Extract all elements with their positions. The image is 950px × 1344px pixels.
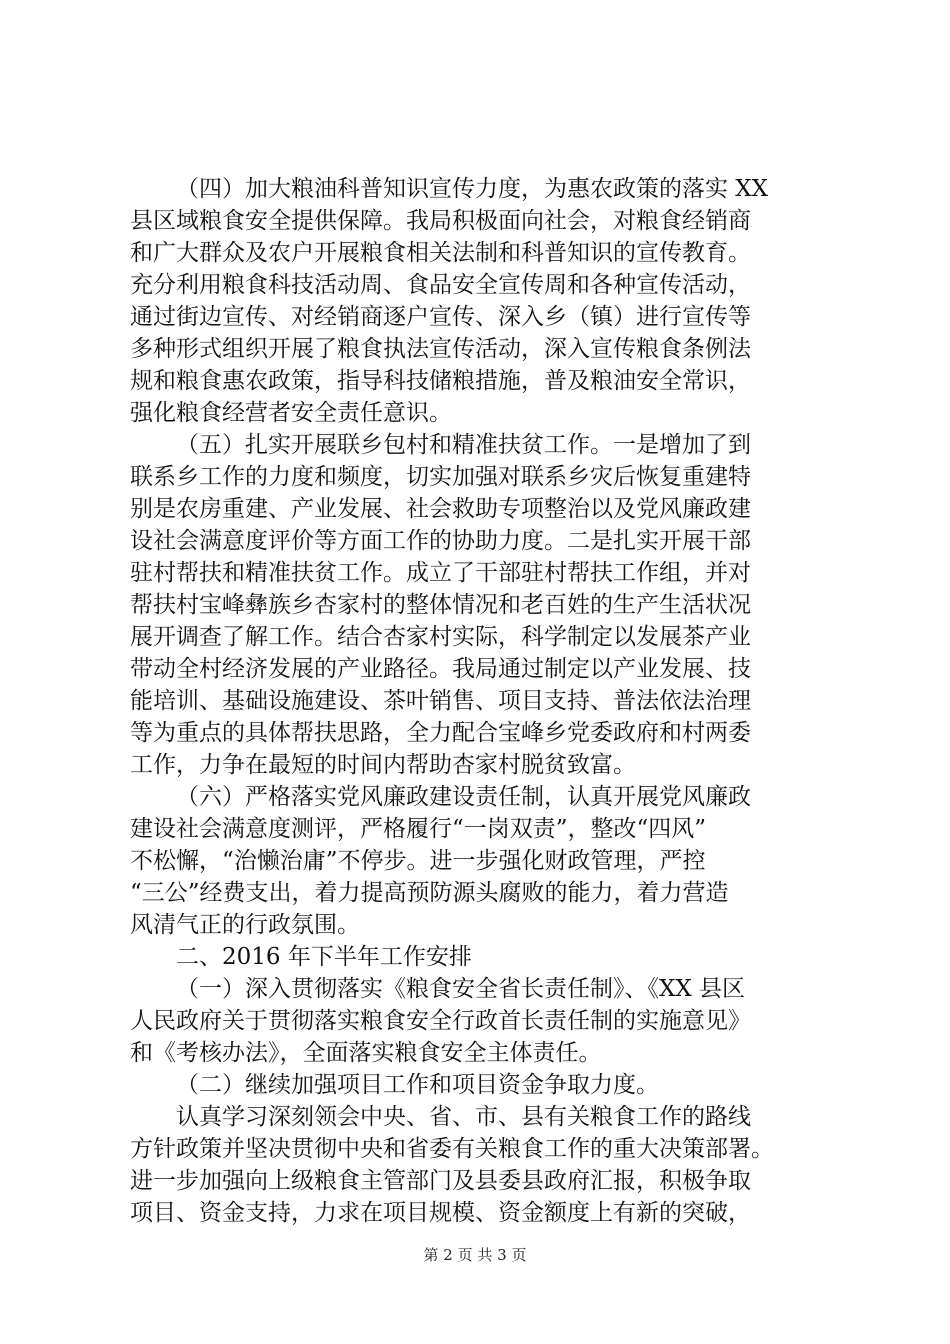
paragraph-subsection-2-body [130,1101,830,1229]
text-line: 项目、资金支持，力求在项目规模、资金额度上有新的突破， [130,1200,751,1226]
section-heading: 二、2016 年下半年工作安排 [176,944,472,970]
paragraph-section-5 [130,429,830,781]
text-line: 别是农房重建、产业发展、社会救助专项整治以及党风廉政建 [130,496,751,522]
text-line: 充分利用粮食科技活动周、食品安全宣传周和各种宣传活动， [130,272,751,298]
text-line: 等为重点的具体帮扶思路，全力配合宝峰乡党委政府和村两委 [130,720,751,746]
text-line: 方针政策并坚决贯彻中央和省委有关粮食工作的重大决策部署。 [130,1136,774,1162]
text-line: 设社会满意度评价等方面工作的协助力度。二是扎实开展干部 [130,528,751,554]
paragraph-section-6 [130,781,830,941]
text-line: 和《考核办法》，全面落实粮食安全主体责任。 [130,1040,602,1066]
text-line: 通过街边宣传、对经销商逐户宣传、深入乡（镇）进行宣传等 [130,304,751,330]
text-line: 带动全村经济发展的产业路径。我局通过制定以产业发展、技 [130,656,751,682]
text-line: 县区域粮食安全提供保障。我局积极面向社会，对粮食经销商 [130,208,751,234]
text-line: 展开调查了解工作。结合杏家村实际，科学制定以发展茶产业 [130,624,751,650]
text-line: 能培训、基础设施建设、茶叶销售、项目支持、普法依法治理 [130,688,751,714]
text-line: 联系乡工作的力度和频度，切实加强对联系乡灾后恢复重建特 [130,464,751,490]
text-line: （一）深入贯彻落实《粮食安全省长责任制》、《XX 县区 [176,976,746,1002]
page-number-footer: 第 2 页 共 3 页 [423,1246,527,1264]
paragraph-section-4 [130,173,830,429]
text-line: 工作，力争在最短的时间内帮助杏家村脱贫致富。 [130,752,636,778]
text-line: 进一步加强向上级粮食主管部门及县委县政府汇报，积极争取 [130,1168,751,1194]
text-line: 帮扶村宝峰彝族乡杏家村的整体情况和老百姓的生产生活状况 [130,592,751,618]
text-line: 强化粮食经营者安全责任意识。 [130,400,452,426]
paragraph-subsection-1 [130,973,830,1069]
text-line: “三公”经费支出，着力提高预防源头腐败的能力，着力营造 [130,880,729,906]
text-line: 和广大群众及农户开展粮食相关法制和科普知识的宣传教育。 [130,240,751,266]
text-line: （五）扎实开展联乡包村和精准扶贫工作。一是增加了到 [176,432,751,458]
text-line: 规和粮食惠农政策，指导科技储粮措施，普及粮油安全常识， [130,368,751,394]
text-line: 风清气正的行政氛围。 [130,912,360,938]
text-line: 认真学习深刻领会中央、省、市、县有关粮食工作的路线 [176,1104,751,1130]
text-line: （二）继续加强项目工作和项目资金争取力度。 [176,1072,659,1098]
text-line: 人民政府关于贯彻落实粮食安全行政首长责任制的实施意见》 [130,1008,751,1034]
section-heading-2 [130,941,830,973]
text-line: 驻村帮扶和精准扶贫工作。成立了干部驻村帮扶工作组，并对 [130,560,751,586]
document-body [130,173,830,1229]
text-line: 多种形式组织开展了粮食执法宣传活动，深入宣传粮食条例法 [130,336,751,362]
text-line: 建设社会满意度测评，严格履行“一岗双责”，整改“四风” [130,816,707,842]
text-line: 不松懈，“治懒治庸”不停步。进一步强化财政管理，严控 [130,848,706,874]
paragraph-subsection-2 [130,1069,830,1101]
text-line: （六）严格落实党风廉政建设责任制，认真开展党风廉政 [176,784,751,810]
text-line: （四）加大粮油科普知识宣传力度，为惠农政策的落实 XX [176,176,769,202]
